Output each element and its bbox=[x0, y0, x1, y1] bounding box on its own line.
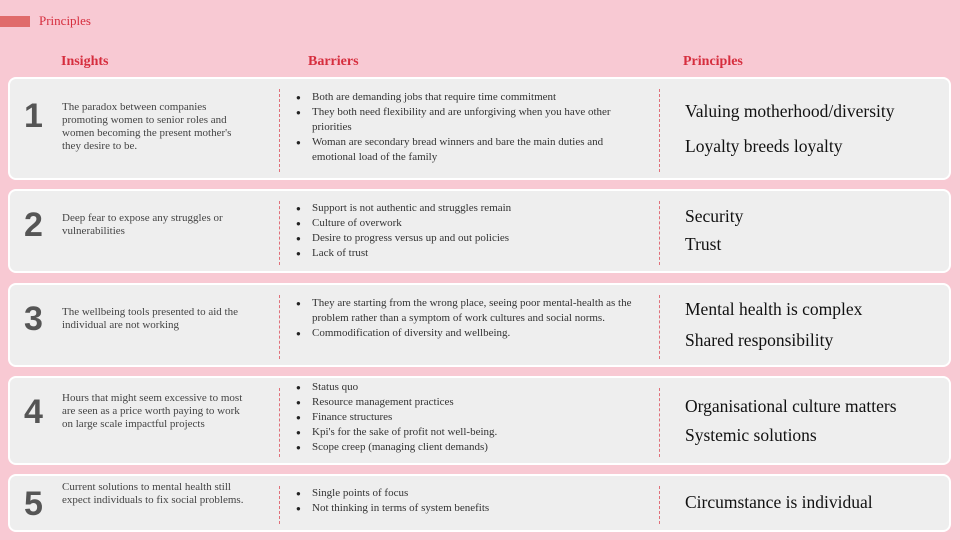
table-row bbox=[8, 474, 951, 532]
principles-header: Principles bbox=[683, 54, 743, 69]
list-item: ● Status quo bbox=[296, 380, 636, 395]
column-divider bbox=[659, 201, 660, 265]
insights-header: Insights bbox=[61, 54, 109, 69]
table-row bbox=[8, 283, 951, 367]
list-item: ● Commodification of diversity and wellbeing. bbox=[296, 326, 636, 341]
list-item: ● Desire to progress versus up and out policies bbox=[296, 231, 636, 246]
list-item: ● Finance structures bbox=[296, 410, 636, 425]
table-row bbox=[8, 376, 951, 465]
list-item: ● They are starting from the wrong place, seeing poor mental-health as the problem rather than a symptom of work cultures and social norms. bbox=[296, 296, 636, 326]
list-item: ● Kpi's for the sake of profit not well-being. bbox=[296, 425, 636, 440]
insight-text: The wellbeing tools presented to aid the individual are not working bbox=[62, 306, 238, 331]
principle-text: Loyalty breeds loyalty bbox=[685, 136, 843, 156]
row-number: 3 bbox=[24, 300, 43, 338]
principle-text: Security bbox=[685, 206, 744, 226]
principle-text: Systemic solutions bbox=[685, 425, 817, 445]
column-divider bbox=[659, 89, 660, 172]
list-item: ● Support is not authentic and struggles remain bbox=[296, 201, 636, 216]
list-item: ● Single points of focus bbox=[296, 486, 636, 501]
row-number: 5 bbox=[24, 485, 43, 523]
column-divider bbox=[659, 295, 660, 359]
table-row bbox=[8, 77, 951, 180]
column-divider bbox=[279, 486, 280, 524]
list-item: ● Both are demanding jobs that require time commitment bbox=[296, 90, 636, 105]
list-item: ● Not thinking in terms of system benefits bbox=[296, 501, 636, 516]
insight-text: The paradox between companies promoting women to senior roles and women becoming the present mother's they desire to be. bbox=[62, 101, 232, 152]
barriers-header: Barriers bbox=[308, 54, 359, 69]
column-divider bbox=[279, 295, 280, 359]
list-item: ● They both need flexibility and are unforgiving when you have other priorities bbox=[296, 105, 636, 135]
barrier-list bbox=[296, 201, 636, 261]
barrier-list bbox=[296, 380, 636, 455]
insight-text: Current solutions to mental health still expect individuals to fix social problems. bbox=[62, 481, 244, 506]
title-accent-bar bbox=[0, 16, 30, 27]
barrier-list bbox=[296, 486, 636, 516]
slide-title: Principles bbox=[39, 13, 91, 28]
list-item: ● Resource management practices bbox=[296, 395, 636, 410]
barrier-list bbox=[296, 296, 636, 341]
column-divider bbox=[659, 388, 660, 457]
barrier-list bbox=[296, 90, 636, 165]
principle-text: Shared responsibility bbox=[685, 330, 834, 350]
principle-text: Trust bbox=[685, 234, 722, 254]
column-divider bbox=[279, 388, 280, 457]
row-number: 1 bbox=[24, 97, 43, 135]
column-divider bbox=[659, 486, 660, 524]
table-row bbox=[8, 189, 951, 273]
column-divider bbox=[279, 201, 280, 265]
list-item: ● Woman are secondary bread winners and bare the main duties and emotional load of the family bbox=[296, 135, 636, 165]
principle-text: Organisational culture matters bbox=[685, 396, 897, 416]
principle-text: Mental health is complex bbox=[685, 299, 863, 319]
insight-text: Hours that might seem excessive to most are seen as a price worth paying to work on large scale impactful projects bbox=[62, 392, 243, 430]
row-number: 4 bbox=[24, 393, 43, 431]
list-item: ● Lack of trust bbox=[296, 246, 636, 261]
column-divider bbox=[279, 89, 280, 172]
principle-text: Circumstance is individual bbox=[685, 492, 873, 512]
principle-text: Valuing motherhood/diversity bbox=[685, 101, 895, 121]
list-item: ● Scope creep (managing client demands) bbox=[296, 440, 636, 455]
list-item: ● Culture of overwork bbox=[296, 216, 636, 231]
row-number: 2 bbox=[24, 206, 43, 244]
insight-text: Deep fear to expose any struggles or vulnerabilities bbox=[62, 212, 223, 237]
